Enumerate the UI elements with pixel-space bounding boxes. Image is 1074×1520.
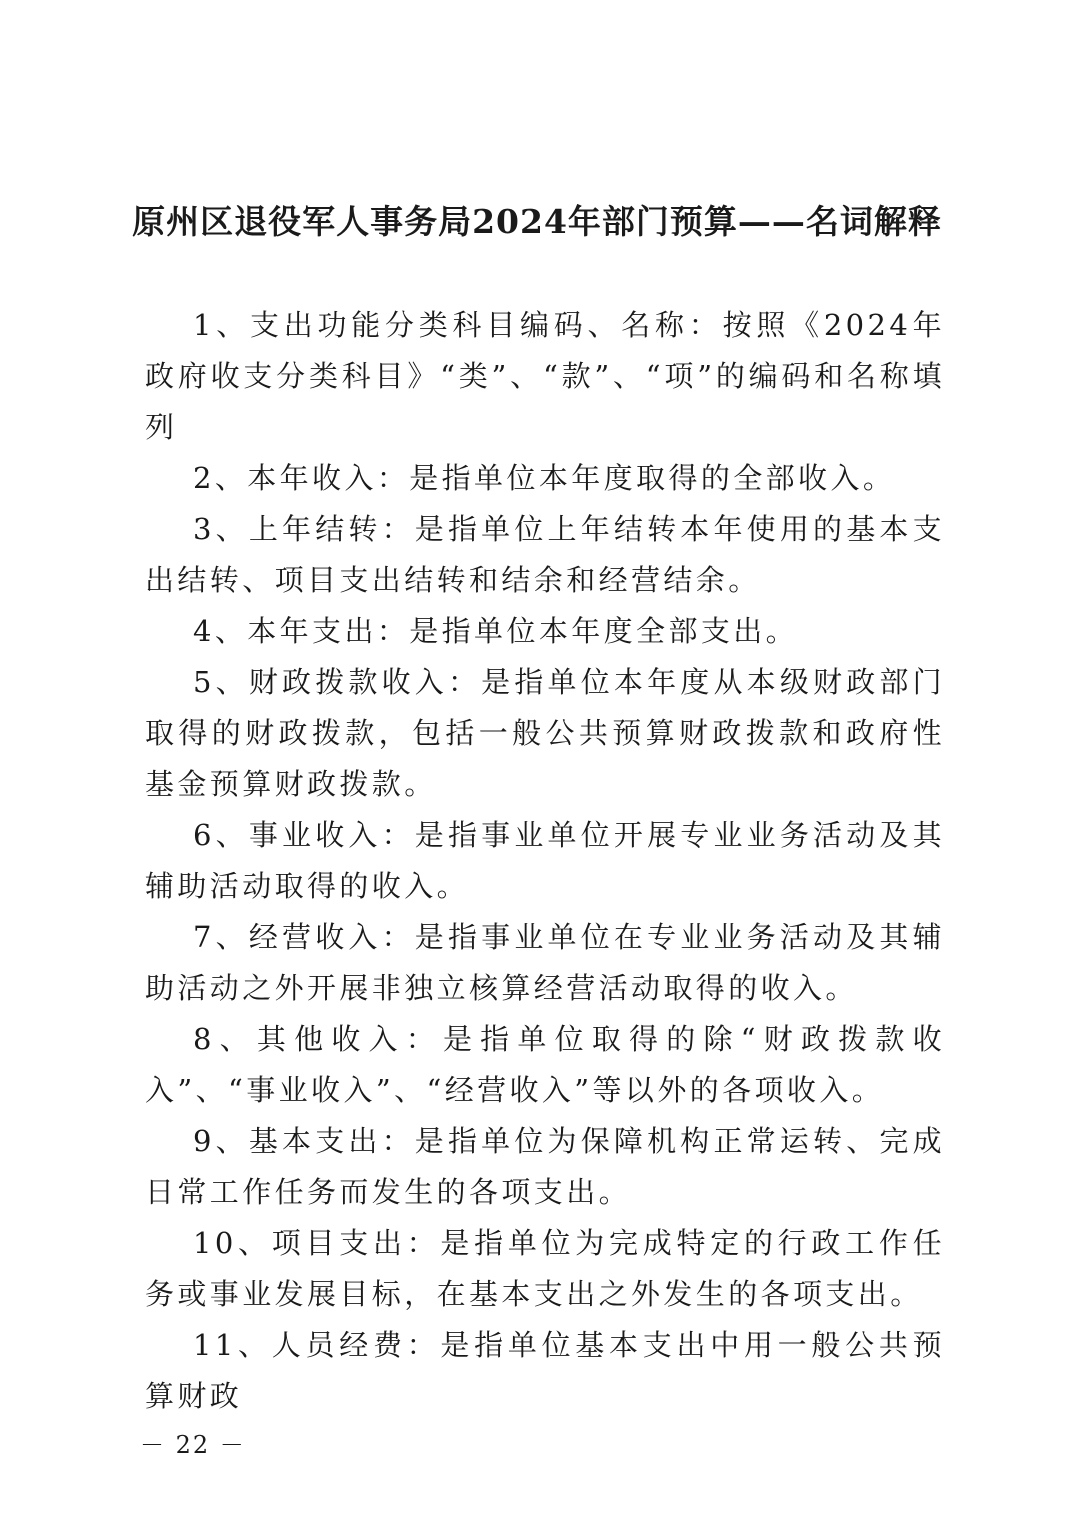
paragraph-4: 4、本年支出：是指单位本年度全部支出。 <box>193 614 799 648</box>
document-body <box>145 300 945 1422</box>
paragraph-8: 8、其他收入：是指单位取得的除“财政拨款收入”、“事业收入”、“经营收入”等以外的各项收入。 <box>145 1022 945 1107</box>
paragraph-9: 9、基本支出：是指单位为保障机构正常运转、完成日常工作任务而发生的各项支出。 <box>145 1124 945 1209</box>
paragraph-3: 3、上年结转：是指单位上年结转本年使用的基本支出结转、项目支出结转和结余和经营结余。 <box>145 512 945 597</box>
paragraph-2: 2、本年收入：是指单位本年度取得的全部收入。 <box>193 461 896 495</box>
page-number: － 22 － <box>140 1431 246 1459</box>
paragraph-1: 1、支出功能分类科目编码、名称：按照《2024年政府收支分类科目》“类”、“款”、“项”的编码和名称填列 <box>145 308 945 444</box>
paragraph-6: 6、事业收入：是指事业单位开展专业业务活动及其辅助活动取得的收入。 <box>145 818 945 903</box>
paragraph-11: 11、人员经费：是指单位基本支出中用一般公共预算财政 <box>145 1328 945 1413</box>
document-title: 原州区退役军人事务局2024年部门预算——名词解释 <box>132 202 942 241</box>
paragraph-10: 10、项目支出：是指单位为完成特定的行政工作任务或事业发展目标，在基本支出之外发生的各项支出。 <box>145 1226 945 1311</box>
paragraph-5: 5、财政拨款收入：是指单位本年度从本级财政部门取得的财政拨款，包括一般公共预算财政拨款和政府性基金预算财政拨款。 <box>145 665 945 801</box>
paragraph-7: 7、经营收入：是指事业单位在专业业务活动及其辅助活动之外开展非独立核算经营活动取得的收入。 <box>145 920 945 1005</box>
